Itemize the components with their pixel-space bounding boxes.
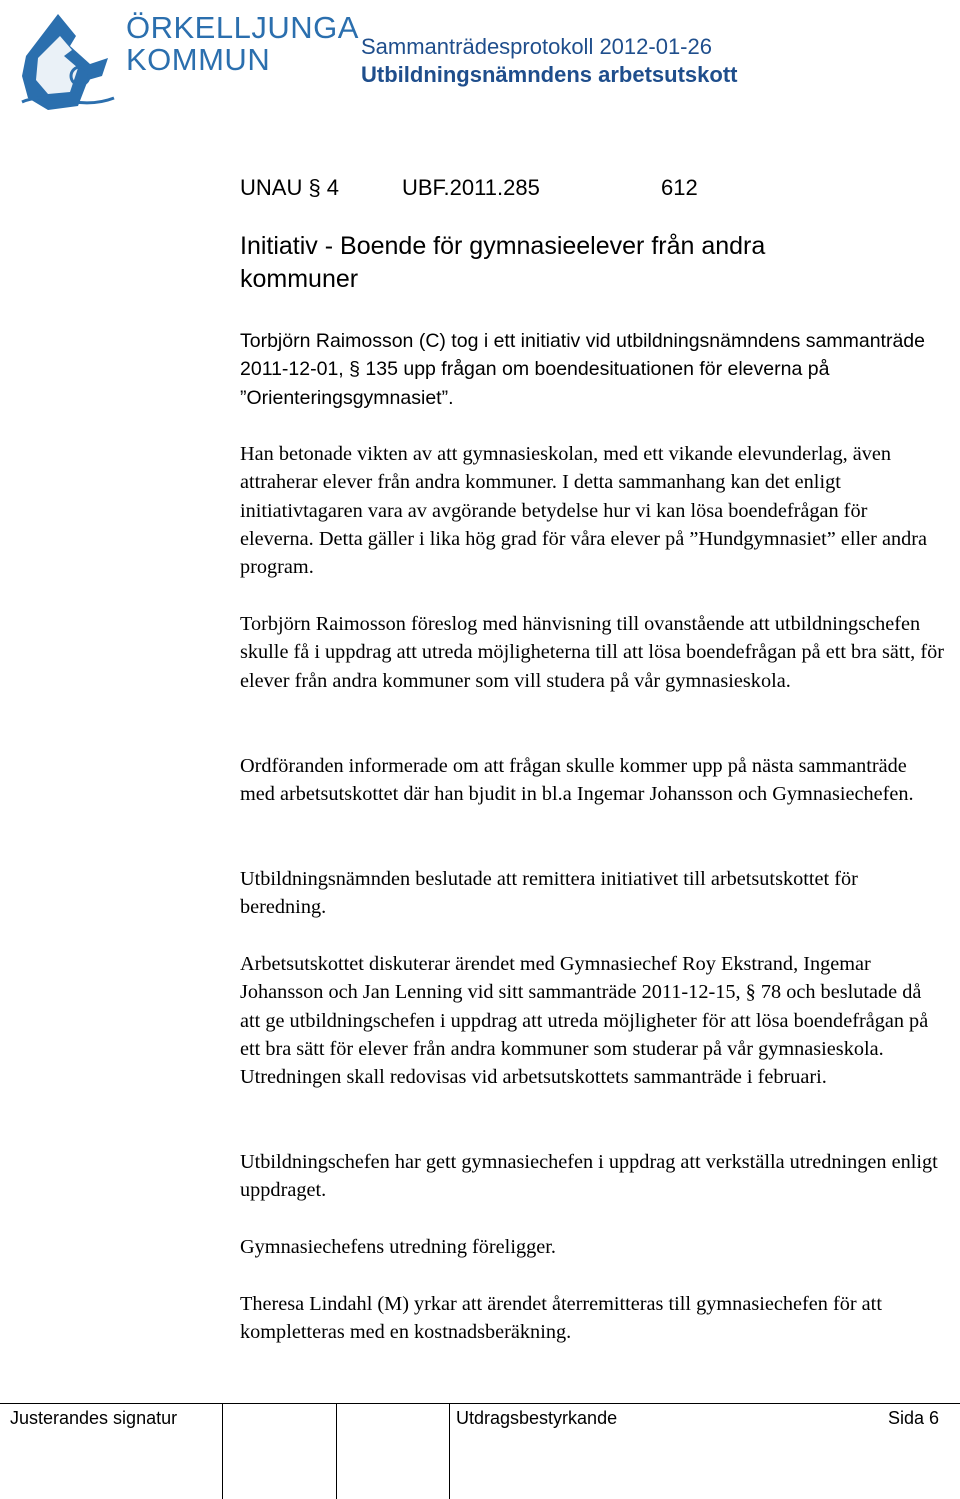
- extract-certification-label: Utdragsbestyrkande: [456, 1408, 618, 1428]
- paragraph-reference: UNAU § 4: [240, 175, 340, 200]
- section-title: Initiativ - Boende för gymnasieelever från andra kommuner: [240, 232, 766, 293]
- logo-name-line2: KOMMUN: [126, 42, 271, 77]
- paragraph-3: Torbjörn Raimosson föreslog med hänvisning till ovanstående att utbildningschefen skulle få i uppdrag att utreda möjligheterna till att lösa boendefrågan på ett bra sätt, för elever från andra kommuner som vill studera på vår gymnasieskola.: [240, 613, 944, 692]
- paragraph-5: Utbildningsnämnden beslutade att remittera initiativet till arbetsutskottet för beredning.: [240, 868, 858, 919]
- protocol-title: Sammanträdesprotokoll 2012-01-26: [361, 34, 712, 59]
- page-number: Sida 6: [888, 1408, 940, 1428]
- logo-emblem-icon: [18, 6, 118, 116]
- footer-divider: [449, 1404, 450, 1499]
- paragraph-7: Utbildningschefen har gett gymnasiechefen i uppdrag att verkställa utredningen enligt uppdraget.: [240, 1151, 938, 1202]
- diary-number: UBF.2011.285: [402, 175, 540, 200]
- committee-name: Utbildningsnämndens arbetsutskott: [361, 62, 738, 87]
- signature-label: Justerandes signatur: [10, 1408, 178, 1428]
- footer-divider: [336, 1404, 337, 1499]
- document-header: [361, 33, 737, 89]
- paragraph-9: Theresa Lindahl (M) yrkar att ärendet återremitteras till gymnasiechefen för att kompletteras med en kostnadsberäkning.: [240, 1293, 882, 1344]
- paragraph-2: Han betonade vikten av att gymnasieskolan, med ett vikande elevunderlag, även attraherar elever från andra kommuner. I detta sammanhang kan det enligt initiativtagaren vara av avgörande betydelse hur vi kan lösa boendefrågan för eleverna. Detta gäller i lika hög grad för våra elever på ”Hundgymnasiet” eller andra program.: [240, 443, 927, 579]
- paragraph-4: Ordföranden informerade om att frågan skulle kommer upp på nästa sammanträde med arbetsutskottet där han bjudit in bl.a Ingemar Johansson och Gymnasiechefen.: [240, 755, 914, 806]
- paragraph-8: Gymnasiechefens utredning föreligger.: [240, 1236, 556, 1258]
- case-code: 612: [661, 175, 698, 200]
- municipality-logo: [18, 6, 359, 116]
- footer-divider: [222, 1404, 223, 1499]
- logo-name-line1: ÖRKELLJUNGA: [126, 10, 359, 45]
- signature-footer: [0, 1403, 960, 1499]
- paragraph-6: Arbetsutskottet diskuterar ärendet med Gymnasiechef Roy Ekstrand, Ingemar Johansson och Jan Lenning vid sitt sammanträde 2011-12-15, § 78 och beslutade då att ge utbildningschefen i uppdrag att utreda möjligheter för att lösa boendefrågan på ett bra sätt för elever från andra kommuner som studerar på vår gymnasieskola. Utredningen skall redovisas vid arbetsutskottets sammanträde i februari.: [240, 953, 929, 1089]
- paragraph-1: Torbjörn Raimosson (C) tog i ett initiativ vid utbildningsnämndens sammanträde 2011-12-01, § 135 upp frågan om boendesituationen för eleverna på ”Orienteringsgymnasiet”.: [240, 330, 925, 409]
